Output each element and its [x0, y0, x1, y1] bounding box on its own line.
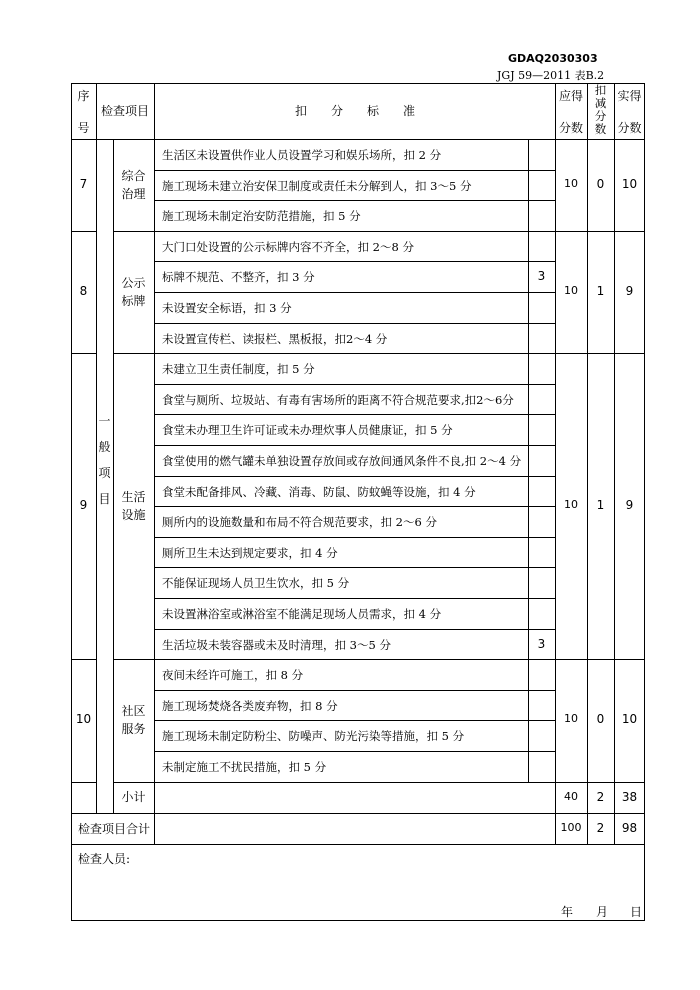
group-seq: 10: [75, 712, 92, 727]
date-day: 日: [630, 905, 643, 919]
group-due: 10: [564, 176, 578, 190]
criterion-deduct: 3: [537, 269, 546, 284]
group-actual: 10: [621, 176, 638, 191]
group-actual: 10: [621, 712, 638, 727]
criterion-text: 食堂未配备排风、冷藏、消毒、防鼠、防蚊蝇等设施，扣 4 分: [162, 484, 476, 499]
header-due-bottom: 分数: [558, 121, 583, 135]
row-divider: [154, 690, 555, 691]
criterion-text: 未设置宣传栏、读报栏、黑板报，扣2～4 分: [162, 331, 388, 346]
group-deducted: 0: [596, 712, 605, 727]
header-seq-bottom: 号: [77, 121, 90, 135]
header-actual-top: 实得: [617, 89, 642, 103]
row-divider: [113, 659, 645, 660]
date-year: 年: [561, 905, 574, 919]
column-divider: [555, 139, 556, 844]
group-name-line2: 治理: [121, 186, 146, 201]
header-actual-bottom: 分数: [617, 121, 642, 135]
total-due: 100: [560, 820, 582, 834]
row-divider: [154, 567, 555, 568]
date-month: 月: [596, 905, 609, 919]
row-divider: [71, 353, 96, 354]
criterion-text: 未设置安全标语，扣 3 分: [162, 301, 292, 315]
group-name-line1: 公示: [121, 276, 146, 290]
header-item: 检查项目: [100, 104, 149, 118]
subtotal-actual: 38: [621, 789, 638, 804]
column-divider: [587, 139, 588, 844]
group-deducted: 1: [596, 498, 605, 513]
criterion-text: 生活区未设置供作业人员设置学习和娱乐场所，扣 2 分: [162, 148, 442, 162]
row-divider: [113, 353, 645, 354]
column-divider: [154, 139, 155, 844]
criterion-text: 施工现场未制定防粉尘、防噪声、防光污染等措施，扣 5 分: [162, 729, 465, 744]
group-name-line2: 标牌: [121, 294, 146, 308]
group-actual: 9: [625, 498, 634, 513]
criterion-text: 食堂未办理卫生许可证或未办理炊事人员健康证，扣 5 分: [162, 423, 453, 438]
row-divider: [154, 506, 555, 507]
criterion-text: 未建立卫生责任制度，扣 5 分: [162, 362, 315, 377]
column-divider: [113, 139, 114, 813]
header-seq-top: 序: [77, 89, 90, 103]
subtotal-due: 40: [564, 789, 578, 803]
header-due-top: 应得: [558, 89, 583, 103]
document-code: GDAQ2030303: [508, 52, 598, 65]
row-divider: [71, 231, 96, 232]
group-deducted: 0: [596, 176, 605, 191]
column-divider: [587, 83, 588, 139]
row-divider: [154, 414, 555, 415]
row-divider: [154, 629, 555, 630]
row-divider: [154, 200, 555, 201]
criterion-text: 生活垃圾未装容器或未及时清理，扣 3～5 分: [162, 637, 391, 652]
column-divider: [614, 139, 615, 844]
row-divider: [154, 445, 555, 446]
row-divider: [71, 139, 645, 140]
row-divider: [154, 292, 555, 293]
criterion-text: 大门口处设置的公示标牌内容不齐全，扣 2～8 分: [162, 239, 414, 254]
group-due: 10: [564, 498, 578, 512]
group-actual: 9: [625, 284, 634, 298]
row-divider: [154, 720, 555, 721]
row-divider: [154, 261, 555, 262]
subtotal-deducted: 2: [596, 789, 605, 804]
group-seq: 8: [79, 284, 88, 298]
column-divider: [555, 83, 556, 139]
standard-reference: JGJ 59—2011 表B.2: [497, 69, 605, 82]
total-actual: 98: [621, 820, 638, 835]
group-name-line1: 综合: [121, 168, 146, 183]
criterion-text: 厕所内的设施数量和布局不符合规范要求，扣 2～6 分: [162, 515, 437, 530]
column-divider: [96, 83, 97, 139]
row-divider: [154, 323, 555, 324]
row-divider: [154, 170, 555, 171]
group-name-line1: 社区: [121, 704, 146, 719]
row-divider: [71, 813, 645, 814]
row-divider: [71, 782, 96, 783]
inspector-label: 检查人员:: [78, 851, 131, 866]
group-due: 10: [564, 712, 578, 726]
group-due: 10: [564, 284, 578, 297]
criterion-text: 未设置淋浴室或淋浴室不能满足现场人员需求，扣 4 分: [162, 607, 442, 621]
row-divider: [113, 231, 645, 232]
total-deducted: 2: [596, 820, 605, 835]
column-divider: [96, 139, 97, 813]
subtotal-label: 小计: [121, 789, 146, 804]
row-divider: [154, 751, 555, 752]
row-divider: [71, 659, 96, 660]
group-name-line1: 生活: [121, 490, 146, 505]
column-divider: [528, 139, 529, 782]
criterion-text: 厕所卫生未达到规定要求，扣 4 分: [162, 545, 338, 560]
group-name-line2: 服务: [121, 722, 146, 737]
row-divider: [154, 537, 555, 538]
header-criteria: 扣 分 标 准: [294, 104, 415, 118]
row-divider: [154, 476, 555, 477]
group-seq: 7: [79, 176, 88, 191]
group-seq: 9: [79, 498, 88, 513]
group-name-line2: 设施: [121, 508, 146, 523]
criterion-text: 夜间未经许可施工，扣 8 分: [162, 668, 304, 683]
row-divider: [154, 598, 555, 599]
criterion-text: 标牌不规范、不整齐，扣 3 分: [162, 270, 315, 285]
criterion-text: 食堂使用的燃气罐未单独设置存放间或存放间通风条件不良,扣 2～4 分: [162, 454, 522, 468]
row-divider: [154, 384, 555, 385]
group-deducted: 1: [596, 284, 605, 298]
criterion-text: 不能保证现场人员卫生饮水，扣 5 分: [162, 576, 350, 591]
row-divider: [113, 782, 645, 783]
criterion-text: 未制定施工不扰民措施，扣 5 分: [162, 760, 327, 774]
criterion-deduct: 3: [537, 636, 546, 651]
column-divider: [154, 83, 155, 139]
criterion-text: 施工现场未建立治安保卫制度或责任未分解到人，扣 3～5 分: [162, 178, 472, 193]
criterion-text: 施工现场焚烧各类废弃物，扣 8 分: [162, 698, 338, 713]
total-label: 检查项目合计: [78, 821, 151, 836]
header-deduct: 扣减分数: [594, 84, 607, 136]
row-divider: [71, 844, 645, 845]
column-divider: [614, 83, 615, 139]
criterion-text: 施工现场未制定治安防范措施，扣 5 分: [162, 209, 361, 224]
criterion-text: 食堂与厕所、垃圾站、有毒有害场所的距离不符合规范要求,扣2～6分: [162, 392, 514, 407]
category-label: 一般项目: [98, 414, 111, 507]
